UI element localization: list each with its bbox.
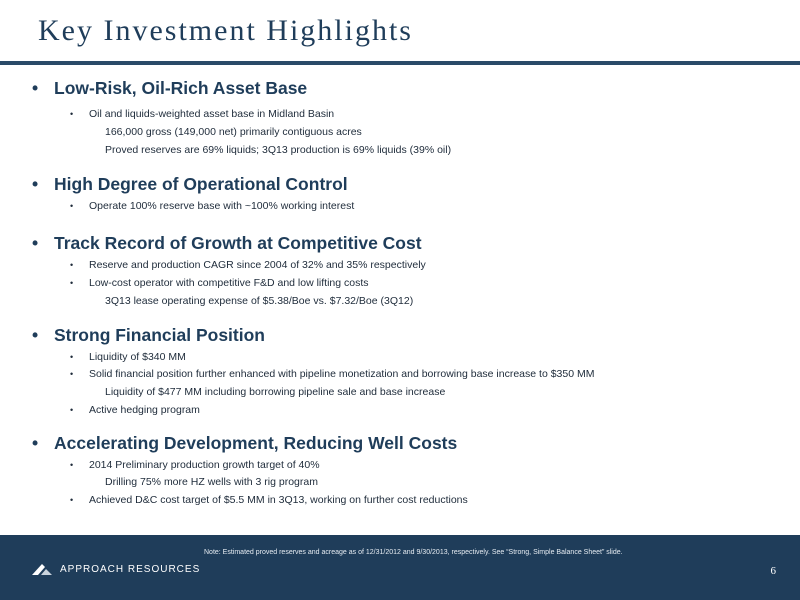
bullet: • [70,460,74,470]
list-subitem: Proved reserves are 69% liquids; 3Q13 production is 69% liquids (39% oil) [105,144,452,156]
heading-text: Accelerating Development, Reducing Well Costs [54,433,458,453]
logo-mark-icon [32,563,54,575]
bullet: • [32,433,39,453]
bullet: • [70,201,74,211]
bullet: • [70,278,74,288]
list-item [70,259,426,271]
list-subitem: Liquidity of $477 MM including borrowing pipeline sale and base increase [105,386,446,398]
item-text: Liquidity of $340 MM [89,351,186,363]
section-heading [32,174,348,195]
heading-text: High Degree of Operational Control [54,174,348,194]
item-text: Low-cost operator with competitive F&D and low lifting costs [89,277,369,289]
list-item [70,459,320,471]
bullet: • [70,260,74,270]
title-divider [0,61,800,65]
list-item [70,368,594,380]
list-item [70,108,334,120]
item-text: Solid financial position further enhanced with pipeline monetization and borrowing base increase to $350 MM [89,368,595,380]
item-text: Oil and liquids-weighted asset base in Midland Basin [89,108,335,120]
bullet: • [32,174,39,194]
list-subitem: 166,000 gross (149,000 net) primarily contiguous acres [105,126,362,138]
bullet: • [70,109,74,119]
list-item [70,404,200,416]
section-heading [32,433,457,454]
item-text: Reserve and production CAGR since 2004 of 32% and 35% respectively [89,259,426,271]
heading-text: Track Record of Growth at Competitive Cost [54,233,422,253]
heading-text: Strong Financial Position [54,325,265,345]
list-item [70,200,354,212]
bullet: • [70,352,74,362]
list-item [70,351,186,363]
bullet: • [70,369,74,379]
heading-text: Low-Risk, Oil-Rich Asset Base [54,78,308,98]
bullet: • [70,495,74,505]
section-heading [32,233,422,254]
item-text: 2014 Preliminary production growth target of 40% [89,459,320,471]
bullet: • [32,325,39,345]
company-name: APPROACH RESOURCES [60,563,201,575]
list-item [70,494,468,506]
section-heading [32,78,307,99]
page-number: 6 [770,565,776,577]
bullet: • [32,78,39,98]
bullet: • [70,405,74,415]
footer-bar [0,535,800,600]
slide-title: Key Investment Highlights [38,14,413,47]
item-text: Achieved D&C cost target of $5.5 MM in 3Q13, working on further cost reductions [89,494,468,506]
list-subitem: Drilling 75% more HZ wells with 3 rig program [105,476,318,488]
item-text: Active hedging program [89,404,200,416]
item-text: Operate 100% reserve base with ~100% working interest [89,200,355,212]
section-heading [32,325,265,346]
list-subitem: 3Q13 lease operating expense of $5.38/Boe vs. $7.32/Boe (3Q12) [105,295,414,307]
bullet: • [32,233,39,253]
list-item [70,277,369,289]
company-logo [32,563,200,575]
footnote: Note: Estimated proved reserves and acreage as of 12/31/2012 and 9/30/2013, respectively. See “Strong, Simple Balance Sheet” slide. [204,549,623,556]
